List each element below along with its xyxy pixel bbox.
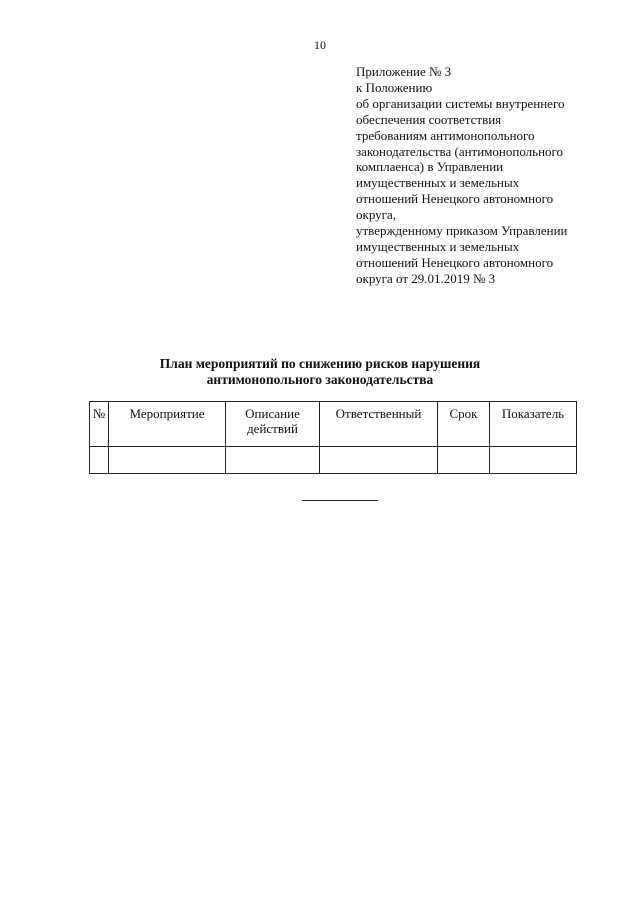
header-activity: Мероприятие <box>109 402 226 447</box>
header-number: № <box>90 402 109 447</box>
appendix-line: округа, <box>356 207 396 223</box>
appendix-line: об организации системы внутреннего <box>356 95 565 111</box>
table-cell <box>226 447 320 474</box>
table-cell <box>490 447 577 474</box>
plan-table <box>89 401 577 474</box>
table-cell <box>320 447 438 474</box>
appendix-line: законодательства (антимонопольного <box>356 143 564 159</box>
page-number: 10 <box>314 38 326 52</box>
appendix-block <box>356 64 616 287</box>
header-deadline: Срок <box>438 402 490 447</box>
appendix-line: имущественных и земельных <box>356 175 520 191</box>
table-cell <box>438 447 490 474</box>
header-description <box>226 402 320 447</box>
table-header-row <box>90 402 577 447</box>
header-description-line: действий <box>247 421 298 436</box>
header-responsible: Ответственный <box>320 402 438 447</box>
appendix-line: утвержденному приказом Управлении <box>356 223 568 239</box>
table-row <box>90 447 577 474</box>
plan-title-line: План мероприятий по снижению рисков нарушения <box>159 356 481 371</box>
appendix-line: обеспечения соответствия <box>356 111 502 127</box>
appendix-line: требованиям антимонопольного <box>356 127 535 143</box>
table-cell <box>90 447 109 474</box>
appendix-line: округа от 29.01.2019 № 3 <box>356 270 496 286</box>
appendix-line: имущественных и земельных <box>356 238 520 254</box>
appendix-line: комплаенса) в Управлении <box>356 159 504 175</box>
appendix-line: отношений Ненецкого автономного <box>356 191 554 207</box>
header-indicator: Показатель <box>490 402 577 447</box>
header-description-line: Описание <box>245 406 300 421</box>
appendix-line: Приложение № 3 <box>356 64 452 79</box>
closing-rule <box>302 500 378 501</box>
plan-title <box>0 356 640 388</box>
table-cell <box>109 447 226 474</box>
appendix-line: отношений Ненецкого автономного <box>356 254 554 270</box>
plan-title-line: антимонопольного законодательства <box>206 372 434 387</box>
appendix-line: к Положению <box>356 79 433 95</box>
